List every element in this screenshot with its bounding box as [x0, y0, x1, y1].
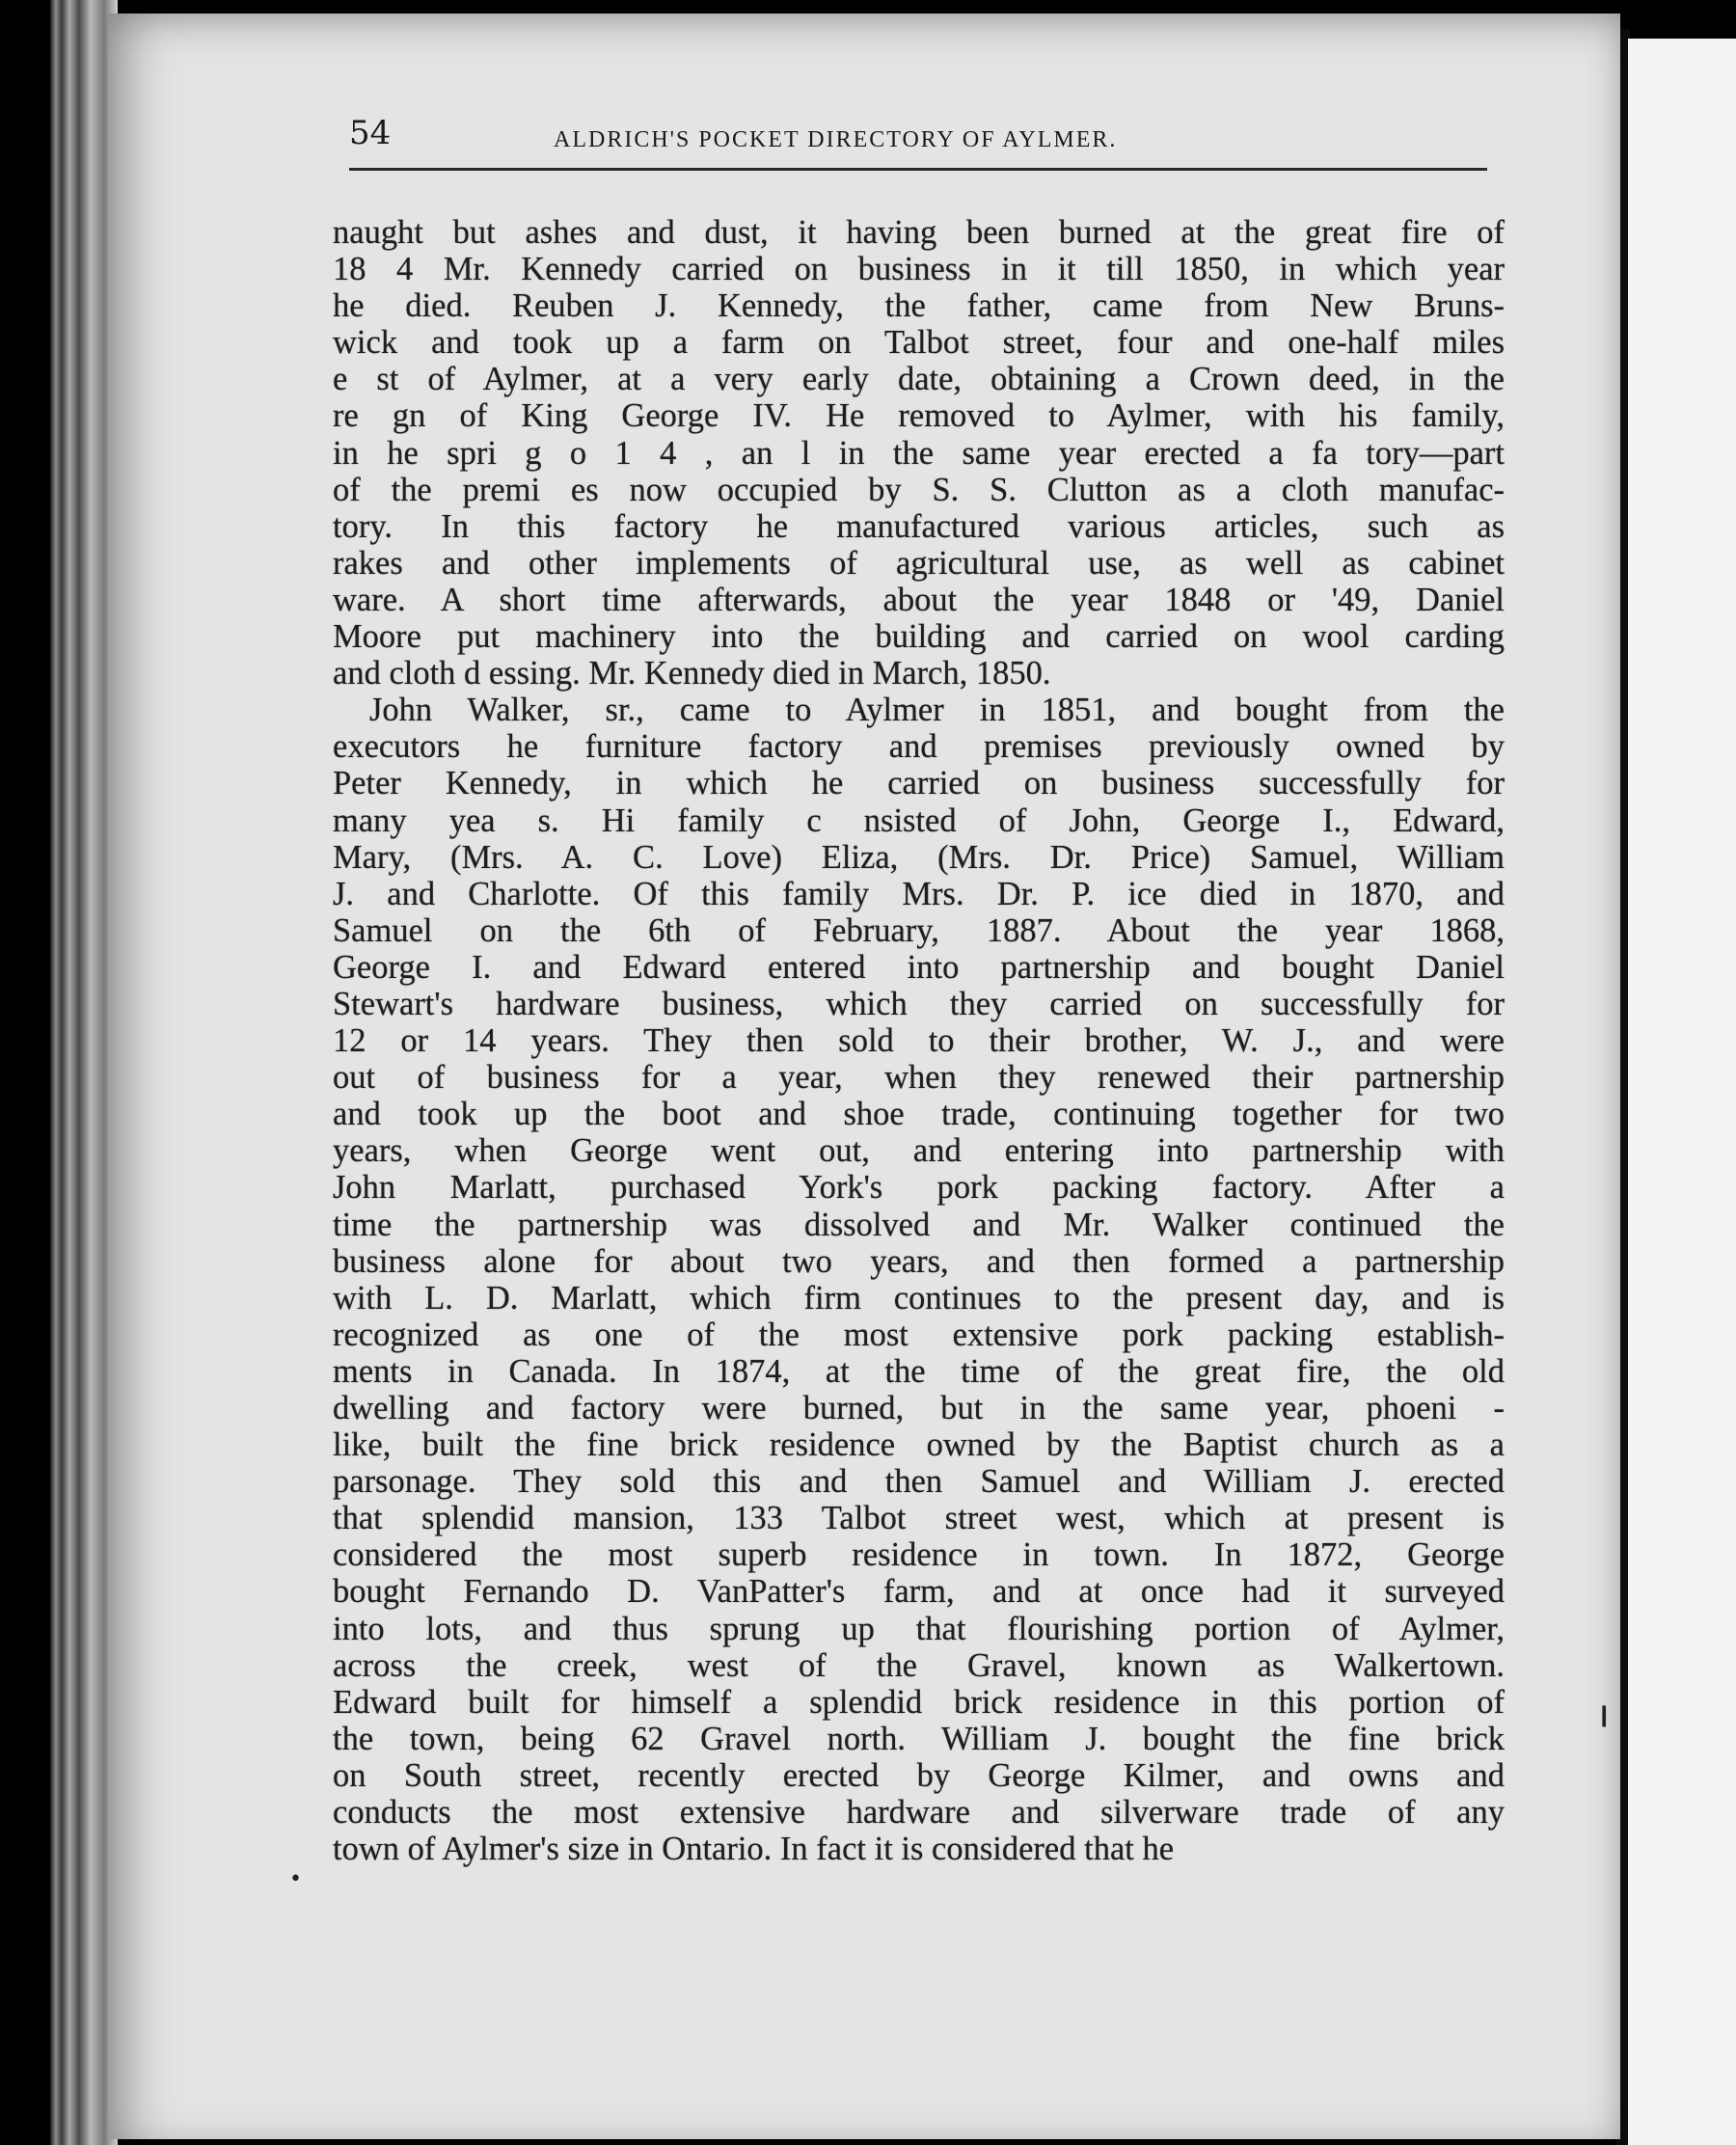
text-line: J. and Charlotte. Of this family Mrs. Dr. P. ice died in 1870, and: [333, 875, 1505, 912]
text-line: recognized as one of the most extensive pork packing establish-: [333, 1316, 1505, 1353]
text-line: parsonage. They sold this and then Samuel and William J. erected: [333, 1463, 1505, 1501]
text-line: and took up the boot and shoe trade, continuing together for two: [333, 1096, 1505, 1133]
text-line: out of business for a year, when they renewed their partnership: [333, 1059, 1505, 1097]
text-line: rakes and other implements of agricultural use, as well as cabinet: [333, 544, 1505, 582]
text-line: ments in Canada. In 1874, at the time of the great fire, the old: [333, 1352, 1505, 1390]
text-line: and cloth d essing. Mr. Kennedy died in March, 1850.: [333, 655, 1051, 692]
text-line: executors he furniture factory and premises previously owned by: [333, 728, 1505, 766]
text-line: Mary, (Mrs. A. C. Love) Eliza, (Mrs. Dr. Price) Samuel, William: [333, 838, 1505, 876]
text-line: 12 or 14 years. They then sold to their brother, W. J., and were: [333, 1022, 1505, 1060]
text-line: re gn of King George IV. He removed to Aylmer, with his family,: [333, 397, 1505, 435]
text-line: dwelling and factory were burned, but in the same year, phoeni -: [333, 1390, 1505, 1426]
text-line: wick and took up a farm on Talbot street, four and one-half miles: [333, 324, 1505, 362]
text-line: many yea s. Hi family c nsisted of John, George I., Edward,: [333, 801, 1505, 839]
text-line: years, when George went out, and entering into partnership with: [333, 1132, 1505, 1170]
text-line: like, built the fine brick residence owned by the Baptist church as a: [333, 1426, 1505, 1464]
text-line: on South street, recently erected by George Kilmer, and owns and: [333, 1756, 1505, 1794]
facing-page: [1628, 39, 1736, 2145]
text-line: Samuel on the 6th of February, 1887. About the year 1868,: [333, 911, 1505, 949]
text-line: George I. and Edward entered into partnership and bought Daniel: [333, 948, 1505, 986]
text-line: conducts the most extensive hardware and silverware trade of any: [333, 1794, 1505, 1832]
text-line: into lots, and thus sprung up that flourishing portion of Aylmer,: [333, 1610, 1505, 1647]
text-line: the town, being 62 Gravel north. William J. bought the fine brick: [333, 1720, 1505, 1757]
text-line: John Walker, sr., came to Aylmer in 1851, and bought from the: [369, 692, 1505, 729]
margin-mark: •: [289, 1867, 302, 1891]
text-line: of the premi es now occupied by S. S. Clutton as a cloth manufac-: [333, 471, 1505, 508]
text-line: business alone for about two years, and then formed a partnership: [333, 1242, 1505, 1280]
text-line: Edward built for himself a splendid brick residence in this portion of: [333, 1683, 1505, 1721]
text-line: Peter Kennedy, in which he carried on business successfully for: [333, 765, 1505, 802]
text-line: time the partnership was dissolved and Mr. Walker continued the: [333, 1206, 1505, 1243]
text-line: town of Aylmer's size in Ontario. In fact it is considered that he: [333, 1831, 1175, 1868]
text-line: across the creek, west of the Gravel, known as Walkertown.: [333, 1646, 1505, 1684]
text-line: 18 4 Mr. Kennedy carried on business in it till 1850, in which year: [333, 251, 1505, 288]
text-line: e st of Aylmer, at a very early date, obtaining a Crown deed, in the: [333, 361, 1505, 398]
text-line: Stewart's hardware business, which they carried on successfully for: [333, 985, 1505, 1022]
text-line: John Marlatt, purchased York's pork packing factory. After a: [333, 1169, 1505, 1207]
text-line: with L. D. Marlatt, which firm continues to the present day, and is: [333, 1279, 1505, 1317]
body-text: [333, 214, 1505, 1867]
text-line: tory. In this factory he manufactured various articles, such as: [333, 507, 1505, 545]
text-line: ware. A short time afterwards, about the year 1848 or '49, Daniel: [333, 581, 1505, 618]
text-line: naught but ashes and dust, it having been burned at the great fire of: [333, 214, 1505, 251]
text-line: he died. Reuben J. Kennedy, the father, came from New Bruns-: [333, 287, 1505, 325]
page-number: 54: [349, 114, 392, 152]
text-line: Moore put machinery into the building and carried on wool carding: [333, 618, 1505, 656]
text-line: that splendid mansion, 133 Talbot street west, which at present is: [333, 1500, 1505, 1537]
header-rule: [349, 168, 1487, 171]
text-line: considered the most superb residence in town. In 1872, George: [333, 1536, 1505, 1574]
text-line: bought Fernando D. VanPatter's farm, and at once had it surveyed: [333, 1573, 1505, 1611]
margin-mark: ❙: [1595, 1703, 1614, 1727]
text-line: in he spri g o 1 4 , an l in the same year erected a fa tory—part: [333, 434, 1505, 472]
running-head: ALDRICH'S POCKET DIRECTORY OF AYLMER.: [554, 127, 1118, 152]
